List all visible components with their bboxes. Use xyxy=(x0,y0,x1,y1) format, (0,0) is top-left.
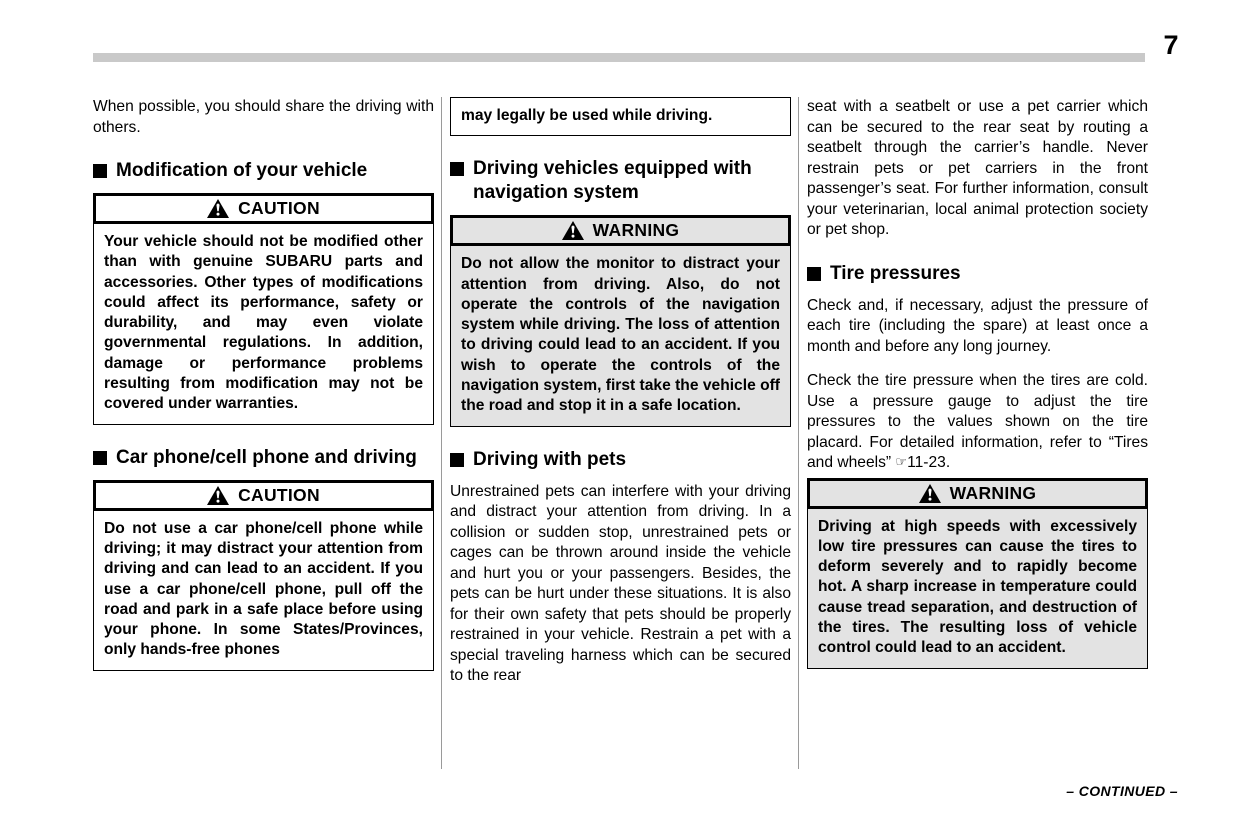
warning-triangle-icon xyxy=(207,486,229,505)
page-columns xyxy=(93,97,1148,769)
alert-body-text: Your vehicle should not be modified other than with genuine SUBARU parts and accessories. Other types of modifications could affect its performance, safety or durability, and may even violate governmental regulations. In addition, damage or performance problems resulting from modification may not be covered under warranties. xyxy=(93,224,434,425)
alert-header-warning xyxy=(450,215,791,246)
paragraph-driving-with-pets: Unrestrained pets can interfere with your driving and distract your attention from driving. In a collision or sudden stop, unrestrained pets or cages can be thrown around inside the vehicle and hurt you or your passengers. Besides, the pets can be hurt under these situations. It is also for their own safety that pets should be properly restrained in your vehicle. Restrain a pet with a special traveling harness which can be secured to the rear xyxy=(450,482,791,685)
column-gap-1 xyxy=(434,97,450,769)
alert-body-text: Driving at high speeds with excessively low tire pressures can cause the tires to deform severely and to rapidly become hot. A sharp increase in temperature could cause tread separation, and destruction of the tires. The resulting loss of vehicle control could lead to an accident. xyxy=(807,509,1148,669)
heading-car-phone-cell-phone-and-driving xyxy=(93,446,434,470)
warning-triangle-icon xyxy=(207,199,229,218)
alert-navigation-system xyxy=(450,215,791,426)
alert-level-label: CAUTION xyxy=(238,484,320,505)
heading-label: Car phone/cell phone and driving xyxy=(116,446,417,468)
alert-body-text: Do not allow the monitor to distract your attention from driving. Also, do not operate the controls of the navigation system while driving. The loss of attention to driving could lead to an accident. If you wish to operate the controls of the navigation system, first take the vehicle off the road and stop it in a safe location. xyxy=(450,246,791,426)
heading-modification-of-your-vehicle xyxy=(93,159,434,183)
bullet-square-icon xyxy=(807,267,821,281)
paragraph-tire-pressure-cold xyxy=(807,371,1148,474)
alert-header-caution xyxy=(93,193,434,224)
alert-modification xyxy=(93,193,434,425)
cross-reference-link[interactable]: 11-23 xyxy=(907,454,946,471)
column-left xyxy=(93,97,434,769)
paragraph-text-before: Check the tire pressure when the tires are cold. Use a pressure gauge to adjust the tire pressures to the values shown on the tire placard. For detailed information, refer to “Tires and wheels” xyxy=(807,372,1148,471)
alert-level-label: CAUTION xyxy=(238,198,320,218)
column-divider xyxy=(441,97,442,769)
paragraph-share-driving: When possible, you should share the driving with others. xyxy=(93,98,434,136)
alert-level-label: WARNING xyxy=(949,482,1037,503)
column-gap-2 xyxy=(791,97,807,769)
alert-header-warning xyxy=(807,478,1148,509)
column-divider xyxy=(798,97,799,769)
page-number: 7 xyxy=(1163,30,1178,60)
warning-triangle-icon xyxy=(919,484,941,503)
paragraph-text-after: . xyxy=(945,454,951,471)
heading-label: Modification of your vehicle xyxy=(116,160,368,181)
heading-tire-pressures xyxy=(807,262,1148,286)
heading-driving-with-pets xyxy=(450,448,791,472)
bullet-square-icon xyxy=(450,162,464,176)
heading-driving-vehicles-equipped-with-navigation-system xyxy=(450,157,791,205)
bullet-square-icon xyxy=(93,451,107,465)
alert-body-text: Do not use a car phone/cell phone while driving; it may distract your attention from driving and can lead to an accident. If you use a car phone/cell phone, pull off the road and park in a safe place before using your phone. In some States/Provinces, only hands-free phones xyxy=(93,511,434,671)
bullet-square-icon xyxy=(450,453,464,467)
alert-car-phone xyxy=(93,480,434,671)
column-middle xyxy=(450,97,791,769)
heading-label: Driving vehicles equipped with navigation system xyxy=(473,158,752,204)
column-right xyxy=(807,97,1148,769)
footer-continued-note: – CONTINUED – xyxy=(1066,783,1178,799)
alert-header-caution xyxy=(93,480,434,511)
paragraph-tire-pressure-check: Check and, if necessary, adjust the pressure of each tire (including the spare) at least once a month and before any long journey. xyxy=(807,296,1148,355)
alert-tire-pressure xyxy=(807,478,1148,669)
page-header xyxy=(0,0,1241,90)
warning-triangle-icon xyxy=(562,221,584,240)
alert-level-label: WARNING xyxy=(592,220,680,241)
heading-label: Tire pressures xyxy=(830,262,961,284)
paragraph-pets-continued: seat with a seatbelt or use a pet carrier which can be secured to the rear seat by routing a seatbelt through the carrier’s handle. Never restrain pets or pet carriers in the front passenger’s seat. For further information, consult your veterinarian, local animal protection society or pet shop. xyxy=(807,98,1148,238)
pointing-hand-icon: ☞ xyxy=(895,455,908,470)
heading-label: Driving with pets xyxy=(473,448,627,470)
alert-car-phone-continued: may legally be used while driving. xyxy=(450,97,791,136)
header-rule xyxy=(93,53,1145,62)
bullet-square-icon xyxy=(93,164,107,178)
